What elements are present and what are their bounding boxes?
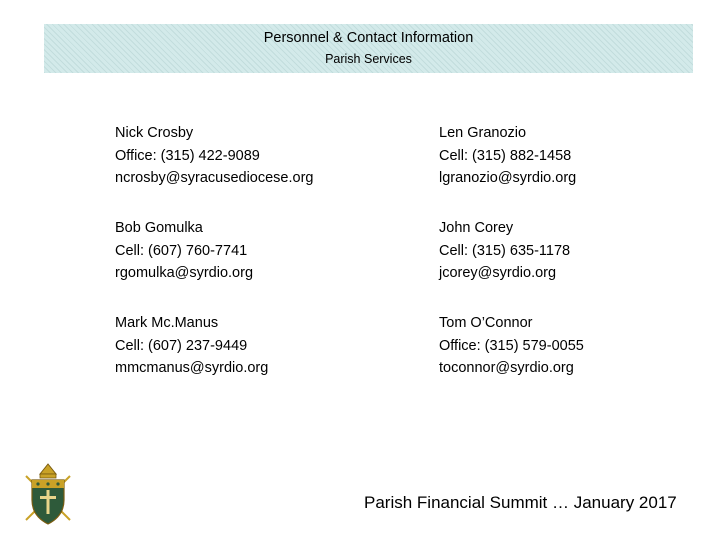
page-subtitle: Parish Services <box>325 52 412 66</box>
contact-card-gomulka <box>115 217 253 285</box>
contact-phone: Office: (315) 422-9089 <box>115 147 260 164</box>
contact-email[interactable]: ncrosby@syracusediocese.org <box>115 170 314 186</box>
contact-name: Tom O’Connor <box>439 315 533 331</box>
contact-card-oconnor <box>439 312 584 380</box>
contact-phone: Office: (315) 579-0055 <box>439 337 584 354</box>
contact-card-mcmanus <box>115 312 268 380</box>
header-banner <box>44 24 693 73</box>
contact-email[interactable]: lgranozio@syrdio.org <box>439 170 577 186</box>
contact-name: Len Granozio <box>439 125 527 141</box>
contact-email[interactable]: mmcmanus@syrdio.org <box>115 360 269 376</box>
contact-name: Bob Gomulka <box>115 220 203 236</box>
contact-name: Nick Crosby <box>115 125 194 141</box>
diocese-crest-icon <box>18 462 78 526</box>
contact-phone: Cell: (607) 760-7741 <box>115 242 248 259</box>
page-title: Personnel & Contact Information <box>263 30 474 46</box>
contact-card-corey <box>439 217 570 285</box>
contact-card-crosby <box>115 122 313 190</box>
contact-phone: Cell: (315) 635-1178 <box>439 242 571 259</box>
contact-email[interactable]: jcorey@syrdio.org <box>439 265 557 281</box>
contact-phone: Cell: (607) 237-9449 <box>115 337 248 354</box>
footer-caption: Parish Financial Summit … January 2017 <box>364 493 677 512</box>
contact-card-granozio <box>439 122 576 190</box>
contact-email[interactable]: toconnor@syrdio.org <box>439 360 574 376</box>
contact-name: Mark Mc.Manus <box>115 315 219 331</box>
contact-phone: Cell: (315) 882-1458 <box>439 147 572 164</box>
contact-name: John Corey <box>439 220 514 236</box>
contact-email[interactable]: rgomulka@syrdio.org <box>115 265 254 281</box>
